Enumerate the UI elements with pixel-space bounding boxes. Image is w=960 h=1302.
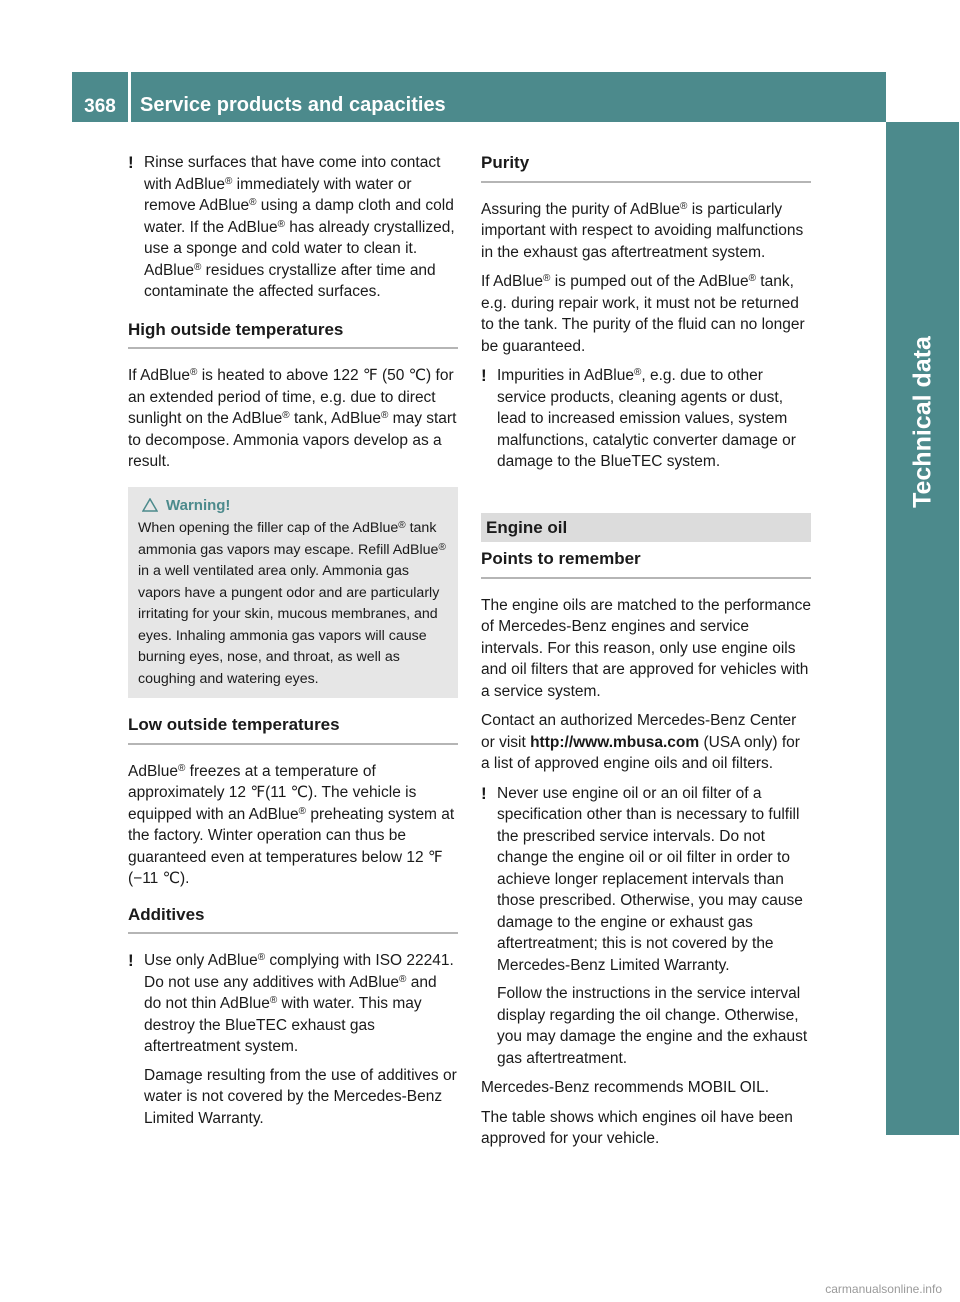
- registered-mark: ®: [193, 261, 202, 273]
- registered-mark: ®: [748, 273, 756, 284]
- section-heading-purity: Purity: [481, 152, 811, 183]
- section-heading-points: Points to remember: [481, 548, 811, 579]
- header-divider: [128, 72, 131, 122]
- watermark: carmanualsonline.info: [825, 1282, 942, 1296]
- right-column: [481, 152, 811, 1158]
- registered-mark: ®: [399, 973, 407, 985]
- registered-mark: ®: [438, 541, 446, 553]
- registered-mark: ®: [277, 218, 285, 230]
- oil-p1: The engine oils are matched to the performance of Mercedes-Benz engines and service intervals. For this reason, only use engine oils and oil filters that are approved for vehicles with a service system.: [481, 596, 811, 700]
- notice-oil: [481, 783, 811, 1070]
- left-column: [128, 152, 458, 1137]
- notice-icon: !: [128, 153, 134, 172]
- registered-mark: ®: [249, 197, 257, 208]
- registered-mark: ®: [282, 410, 290, 421]
- additives-notice-text: Use only AdBlue® complying with ISO 22241. Do not use any additives with AdBlue® and do not thin AdBlue® with water. This may destroy the BlueTEC exhaust gas aftertreatment system.: [144, 952, 454, 1055]
- registered-mark: ®: [380, 410, 389, 421]
- registered-mark: ®: [398, 520, 406, 531]
- notice-icon: !: [128, 951, 134, 970]
- section-heading-low-temp: Low outside temperatures: [128, 714, 458, 745]
- oil-p3: Mercedes-Benz recommends MOBIL OIL.: [481, 1079, 769, 1096]
- warning-header: [138, 495, 450, 517]
- registered-mark: ®: [177, 762, 186, 774]
- oil-notice-p2: Follow the instructions in the service interval display regarding the oil change. Otherwise, you may damage the engine and the exhaust gas aftertreatment.: [497, 985, 808, 1067]
- registered-mark: ®: [257, 952, 266, 963]
- notice-rinse-text: Rinse surfaces that have come into contact with AdBlue® immediately with water or remove AdBlue® using a damp cloth and cold water. If the AdBlue® has already crystallized, use a sponge and cold water to clean it. AdBlue® residues crystallize after time and contaminate the affected surfaces.: [144, 154, 455, 300]
- purity-notice-text: Impurities in AdBlue®, e.g. due to other service products, cleaning agents or dust, lead to increased emission values, system malfunctions, catalytic converter damage or damage to the BlueTEC system.: [497, 367, 796, 470]
- notice-additives: [128, 950, 458, 1129]
- low-temp-text: AdBlue® freezes at a temperature of approximately 12 ℉(11 ℃). The vehicle is equipped with an AdBlue® preheating system at the factory. Winter operation can thus be guaranteed even at temperatures below 12 ℉(−11 ℃).: [128, 762, 455, 887]
- section-heading-additives: Additives: [128, 904, 458, 935]
- notice-icon: !: [481, 366, 487, 385]
- oil-p2-a: Contact an authorized Mercedes-Benz Center or visit: [481, 712, 797, 751]
- registered-mark: ®: [269, 995, 278, 1006]
- registered-mark: ®: [225, 175, 233, 187]
- purity-p1: Assuring the purity of AdBlue® is particularly important with respect to avoiding malfunctions in the exhaust gas aftertreatment system.: [481, 200, 804, 261]
- purity-p2: If AdBlue® is pumped out of the AdBlue® tank, e.g. during repair work, it must not be returned to the tank. The purity of the fluid can no longer be guaranteed.: [481, 273, 805, 355]
- registered-mark: ®: [634, 367, 642, 378]
- engine-oil-band: [481, 513, 811, 543]
- registered-mark: ®: [298, 805, 307, 817]
- oil-p4: The table shows which engines oil have been approved for your vehicle.: [481, 1108, 793, 1147]
- oil-notice-p1: Never use engine oil or an oil filter of a specification other than is necessary to fulfill the prescribed service intervals. Do not change the engine oil or oil filter in order to achieve longer replacement intervals than those prescribed. Otherwise, you may cause damage to the engine or exhaust gas aftertreatment; this is not covered by the Mercedes-Benz Limited Warranty.: [497, 784, 803, 974]
- registered-mark: ®: [680, 200, 688, 212]
- warning-title: Warning!: [166, 496, 231, 514]
- section-heading-high-temp: High outside temperatures: [128, 319, 458, 350]
- warning-text: When opening the filler cap of the AdBlue® tank ammonia gas vapors may escape. Refill AdBlue® in a well ventilated area only. Ammonia gas vapors have a pungent odor and are particularly irritating for your skin, mucous membranes, and eyes. Inhaling ammonia gas vapors will cause burning eyes, nose, and throat, as well as coughing and watering eyes.: [138, 520, 446, 687]
- warning-triangle-icon: [142, 498, 158, 512]
- warning-box: [128, 487, 458, 699]
- oil-p2-b: (USA only) for a list of approved engine oils and oil filters.: [481, 733, 800, 772]
- notice-rinse: [128, 152, 458, 303]
- engine-oil-label: Engine oil: [486, 517, 568, 537]
- registered-mark: ®: [543, 273, 551, 284]
- additives-notice-p2: Damage resulting from the use of additives or water is not covered by the Mercedes-Benz Limited Warranty.: [144, 1066, 457, 1127]
- side-tab-label: Technical data: [908, 336, 936, 508]
- page-number: 368: [84, 96, 116, 117]
- registered-mark: ®: [190, 367, 198, 378]
- side-tab-label-wrap: [886, 122, 959, 722]
- notice-purity: [481, 365, 811, 473]
- notice-icon: !: [481, 783, 487, 803]
- oil-p2: [481, 710, 811, 775]
- mbusa-link[interactable]: http://www.mbusa.com: [530, 733, 700, 751]
- high-temp-text: If AdBlue® is heated to above 122 ℉ (50 ℃) for an extended period of time, e.g. due to direct sunlight on the AdBlue® tank, AdBlue® may start to decompose. Ammonia vapors develop as a result.: [128, 367, 457, 470]
- page-title: Service products and capacities: [140, 94, 446, 116]
